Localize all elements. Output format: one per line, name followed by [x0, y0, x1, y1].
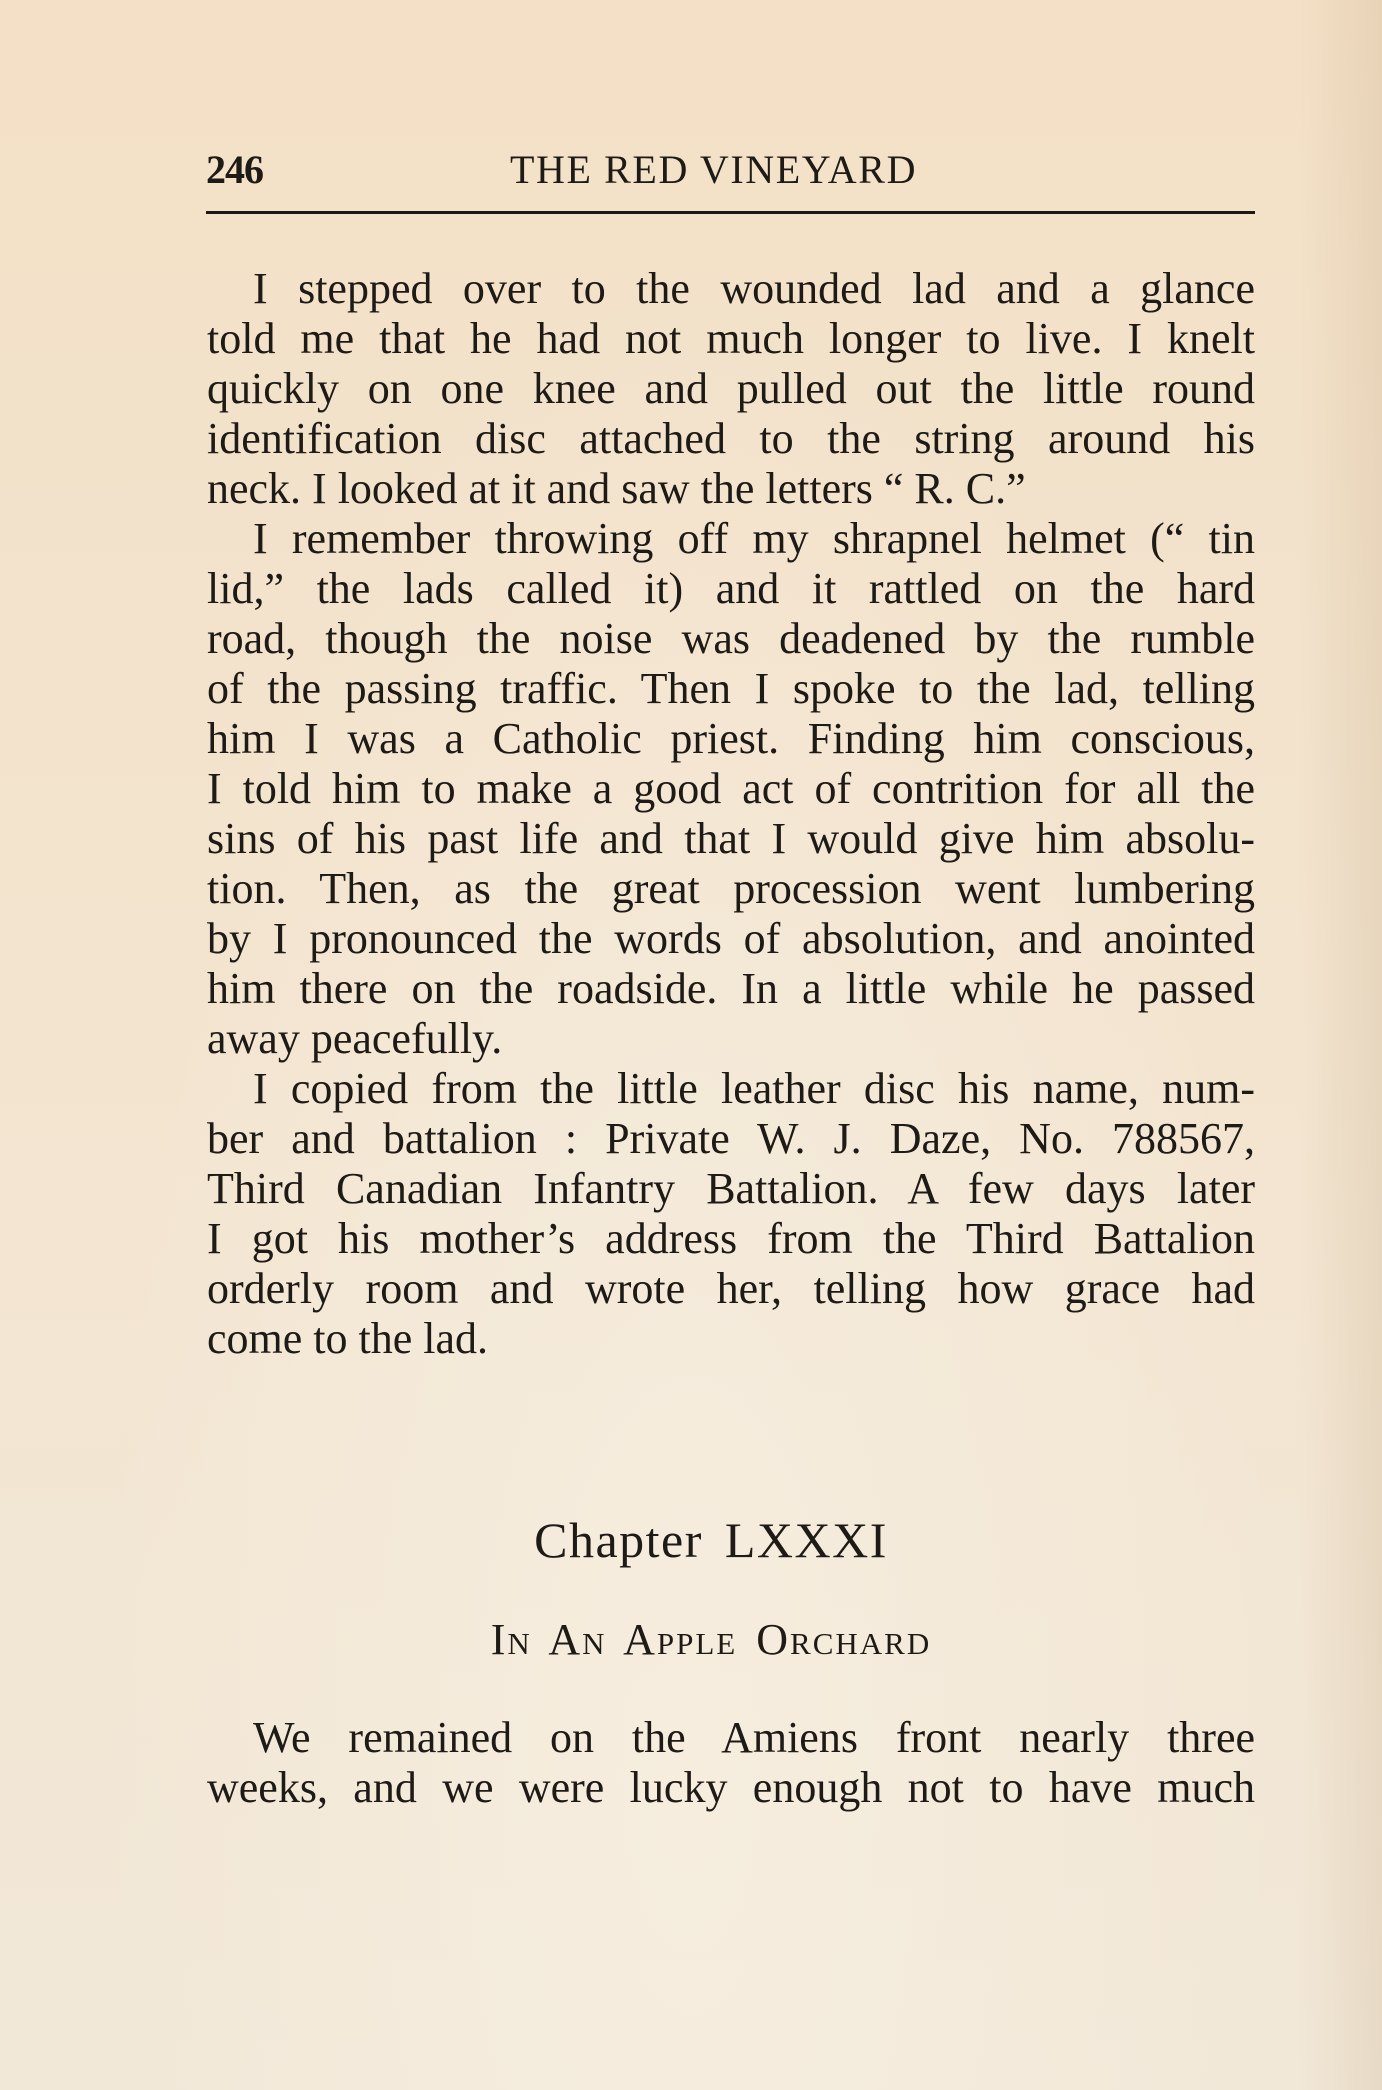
- text-line: him I was a Catholic priest. Finding him conscious,: [207, 714, 1255, 763]
- text-line: weeks, and we were lucky enough not to have much: [207, 1763, 1255, 1812]
- text-line: We remained on the Amiens front nearly three: [253, 1713, 1255, 1762]
- text-line: I got his mother’s address from the Third Battalion: [207, 1214, 1255, 1263]
- paragraph: [207, 1713, 1255, 1813]
- header-rule: [206, 211, 1255, 214]
- paragraph: [207, 264, 1255, 514]
- text-line: I remember throwing off my shrapnel helmet (“ tin: [253, 514, 1255, 563]
- text-line: ber and battalion : Private W. J. Daze, No. 788567,: [207, 1114, 1255, 1163]
- text-line: of the passing traffic. Then I spoke to the lad, telling: [207, 664, 1255, 713]
- chapter-subtitle: In An Apple Orchard: [490, 1615, 932, 1664]
- text-line: neck. I looked at it and saw the letters “ R. C.”: [207, 464, 1026, 513]
- running-header: [206, 145, 1255, 195]
- running-title: THE RED VINEYARD: [510, 147, 918, 192]
- text-line: him there on the roadside. In a little while he passed: [207, 964, 1255, 1013]
- text-line: away peacefully.: [207, 1014, 503, 1063]
- text-line: identification disc attached to the string around his: [207, 414, 1255, 463]
- paragraph: [207, 1064, 1255, 1364]
- text-line: orderly room and wrote her, telling how grace had: [207, 1264, 1255, 1313]
- text-line: come to the lad.: [207, 1314, 489, 1363]
- text-line: quickly on one knee and pulled out the little round: [207, 364, 1255, 413]
- text-line: lid,” the lads called it) and it rattled on the hard: [207, 564, 1255, 613]
- text-line: I told him to make a good act of contrition for all the: [207, 764, 1255, 813]
- text-line: road, though the noise was deadened by the rumble: [207, 614, 1255, 663]
- page-number: 246: [206, 147, 263, 192]
- text-line: tion. Then, as the great procession went lumbering: [207, 864, 1255, 913]
- text-line: sins of his past life and that I would give him absolu-: [207, 814, 1255, 863]
- paragraph: [207, 514, 1255, 1064]
- text-line: by I pronounced the words of absolution, and anointed: [207, 914, 1255, 963]
- text-line: Third Canadian Infantry Battalion. A few days later: [207, 1164, 1255, 1213]
- text-line: I copied from the little leather disc his name, num-: [253, 1064, 1255, 1113]
- text-line: told me that he had not much longer to live. I knelt: [207, 314, 1255, 363]
- body-text-before-chapter: [207, 264, 1255, 1364]
- chapter-title: Chapter LXXXI: [534, 1512, 888, 1568]
- body-text-after-chapter: [207, 1713, 1255, 1813]
- text-line: I stepped over to the wounded lad and a glance: [253, 264, 1255, 313]
